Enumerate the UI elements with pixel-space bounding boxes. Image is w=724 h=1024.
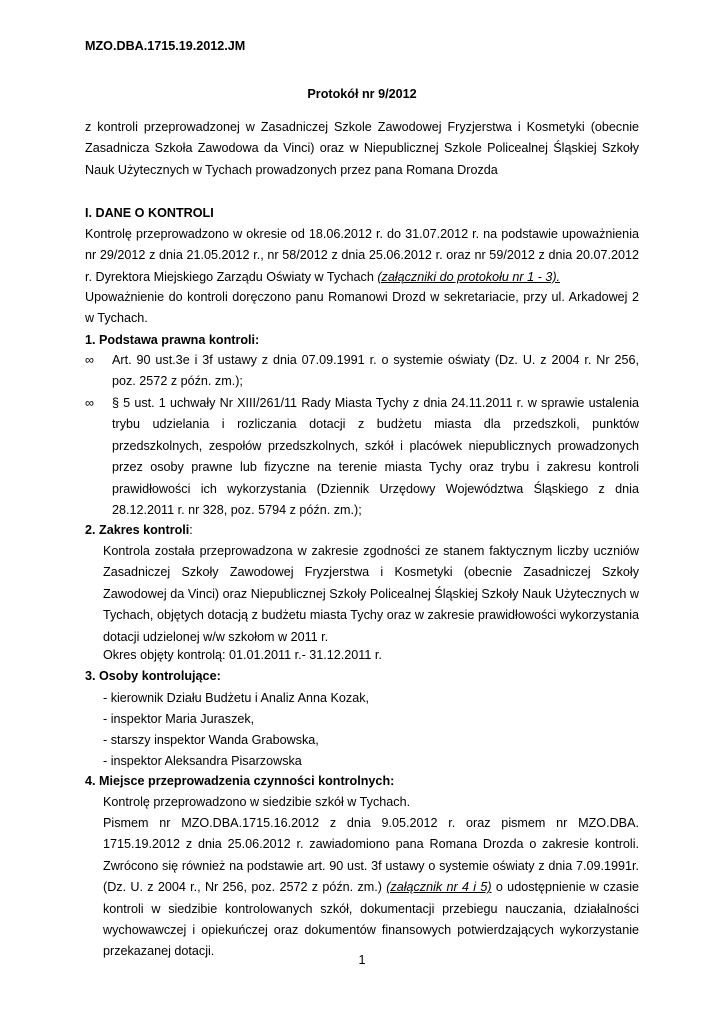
- subsection-heading-zakres: [85, 520, 639, 541]
- attachment-ref-1-3: (załączniki do protokołu nr 1 - 3).: [377, 269, 561, 284]
- intro-paragraph: z kontroli przeprowadzonej w Zasadniczej Szkole Zawodowej Fryzjerstwa i Kosmetyki (obecnie Zasadnicza Szkoła Zawodowa da Vinci) oraz w Niepublicznej Szkole Policealnej Śląskiej Szkoły Nauk Użytecznych w Tychach prowadzonych przez pana Romana Drozda: [85, 120, 639, 177]
- notification-paragraph: [103, 813, 639, 963]
- document-code: MZO.DBA.1715.19.2012.JM: [85, 39, 246, 53]
- inspector-item: - kierownik Działu Budżetu i Analiz Anna Kozak,: [103, 691, 370, 705]
- document-title: Protokół nr 9/2012: [307, 87, 417, 101]
- legal-basis-item: § 5 ust. 1 uchwały Nr XIII/261/11 Rady Miasta Tychy z dnia 24.11.2011 r. w sprawie ustalenia trybu udzielania i rozliczania dotacji z budżetu miasta dla przedszkoli, punktów przedszkolnych, zespołów przedszkolnych, szkół i placówek niepublicznych prowadzonych przez osoby prawne lub fizyczne na terenie miasta Tychy oraz trybu i zakresu kontroli prawidłowości ich wykorzystania (Dziennik Urzędowy Województwa Śląskiego z dnia 28.12.2011 r. nr 328, poz. 5794 z późn. zm.);: [112, 396, 639, 518]
- page-number: 1: [358, 953, 366, 967]
- section1-text: Kontrolę przeprowadzono w okresie od 18.06.2012 r. do 31.07.2012 r. na podstawie upoważnienia nr 29/2012 z dnia 21.05.2012 r., nr 58/2012 z dnia 25.06.2012 r. oraz nr 59/2012 z dnia 20.07.2012 r. Dyrektora Miejskiego Zarządu Oświaty w Tychach: [85, 227, 639, 284]
- zakres-heading-text: 2. Zakres kontroli: [85, 523, 190, 537]
- bullet-icon: ∞: [85, 353, 94, 367]
- subsection-heading-osoby: 3. Osoby kontrolujące:: [85, 669, 221, 683]
- legal-basis-item: Art. 90 ust.3e i 3f ustawy z dnia 07.09.1991 r. o systemie oświaty (Dz. U. z 2004 r. Nr 256, poz. 2572 z późn. zm.);: [112, 353, 639, 389]
- subsection-heading-podstawa: 1. Podstawa prawna kontroli:: [85, 333, 260, 347]
- subsection-heading-miejsce: 4. Miejsce przeprowadzenia czynności kontrolnych:: [85, 774, 395, 788]
- inspection-period: Okres objęty kontrolą: 01.01.2011 r.- 31.12.2011 r.: [103, 648, 382, 662]
- section1-paragraph: [85, 224, 639, 288]
- inspector-item: - starszy inspektor Wanda Grabowska,: [103, 733, 319, 747]
- notification-text-cont: o udostępnienie w czasie kontroli w siedzibie kontrolowanych szkół, dokumentacji przebiegu nauczania, działalności wychowawczej i opiekuńczej oraz dokumentów finansowych potwierdzających wykorzystanie przekazanej dotacji.: [103, 880, 639, 959]
- zakres-paragraph: Kontrola została przeprowadzona w zakresie zgodności ze stanem faktycznym liczby uczniów Zasadniczej Szkoły Zawodowej Fryzjerstwa i Kosmetyki (obecnie Zasadniczej Szkoły Zawodowej da Vinci) oraz Niepublicznej Szkoły Policealnej Śląskiej Szkoły Nauk Użytecznych w Tychach, objętych dotacją z budżetu miasta Tychy oraz w zakresie prawidłowości wykorzystania dotacji udzielonej w/w szkołom w 2011 r.: [103, 544, 639, 644]
- zakres-colon: :: [189, 523, 193, 537]
- bullet-icon: ∞: [85, 396, 94, 410]
- section1-delivery-paragraph: Upoważnienie do kontroli doręczono panu Romanowi Drozd w sekretariacie, przy ul. Arkadowej 2 w Tychach.: [85, 290, 639, 326]
- section-heading-dane: I. DANE O KONTROLI: [85, 206, 214, 220]
- notification-text: Pismem nr MZO.DBA.1715.16.2012 z dnia 9.05.2012 r. oraz pismem nr MZO.DBA. 1715.19.2012 z dnia 25.06.2012 r. zawiadomiono pana Romana Drozda o zakresie kontroli. Zwrócono się również na podstawie art. 90 ust. 3f ustawy o systemie oświaty z dnia 7.09.1991r. (Dz. U. z 2004 r., Nr 256, poz. 2572 z późn. zm.): [103, 816, 639, 895]
- attachment-ref-4-5: (załącznik nr 4 i 5): [386, 880, 492, 895]
- inspector-item: - inspektor Aleksandra Pisarzowska: [103, 754, 302, 768]
- inspector-item: - inspektor Maria Juraszek,: [103, 712, 255, 726]
- miejsce-line: Kontrolę przeprowadzono w siedzibie szkół w Tychach.: [103, 795, 411, 809]
